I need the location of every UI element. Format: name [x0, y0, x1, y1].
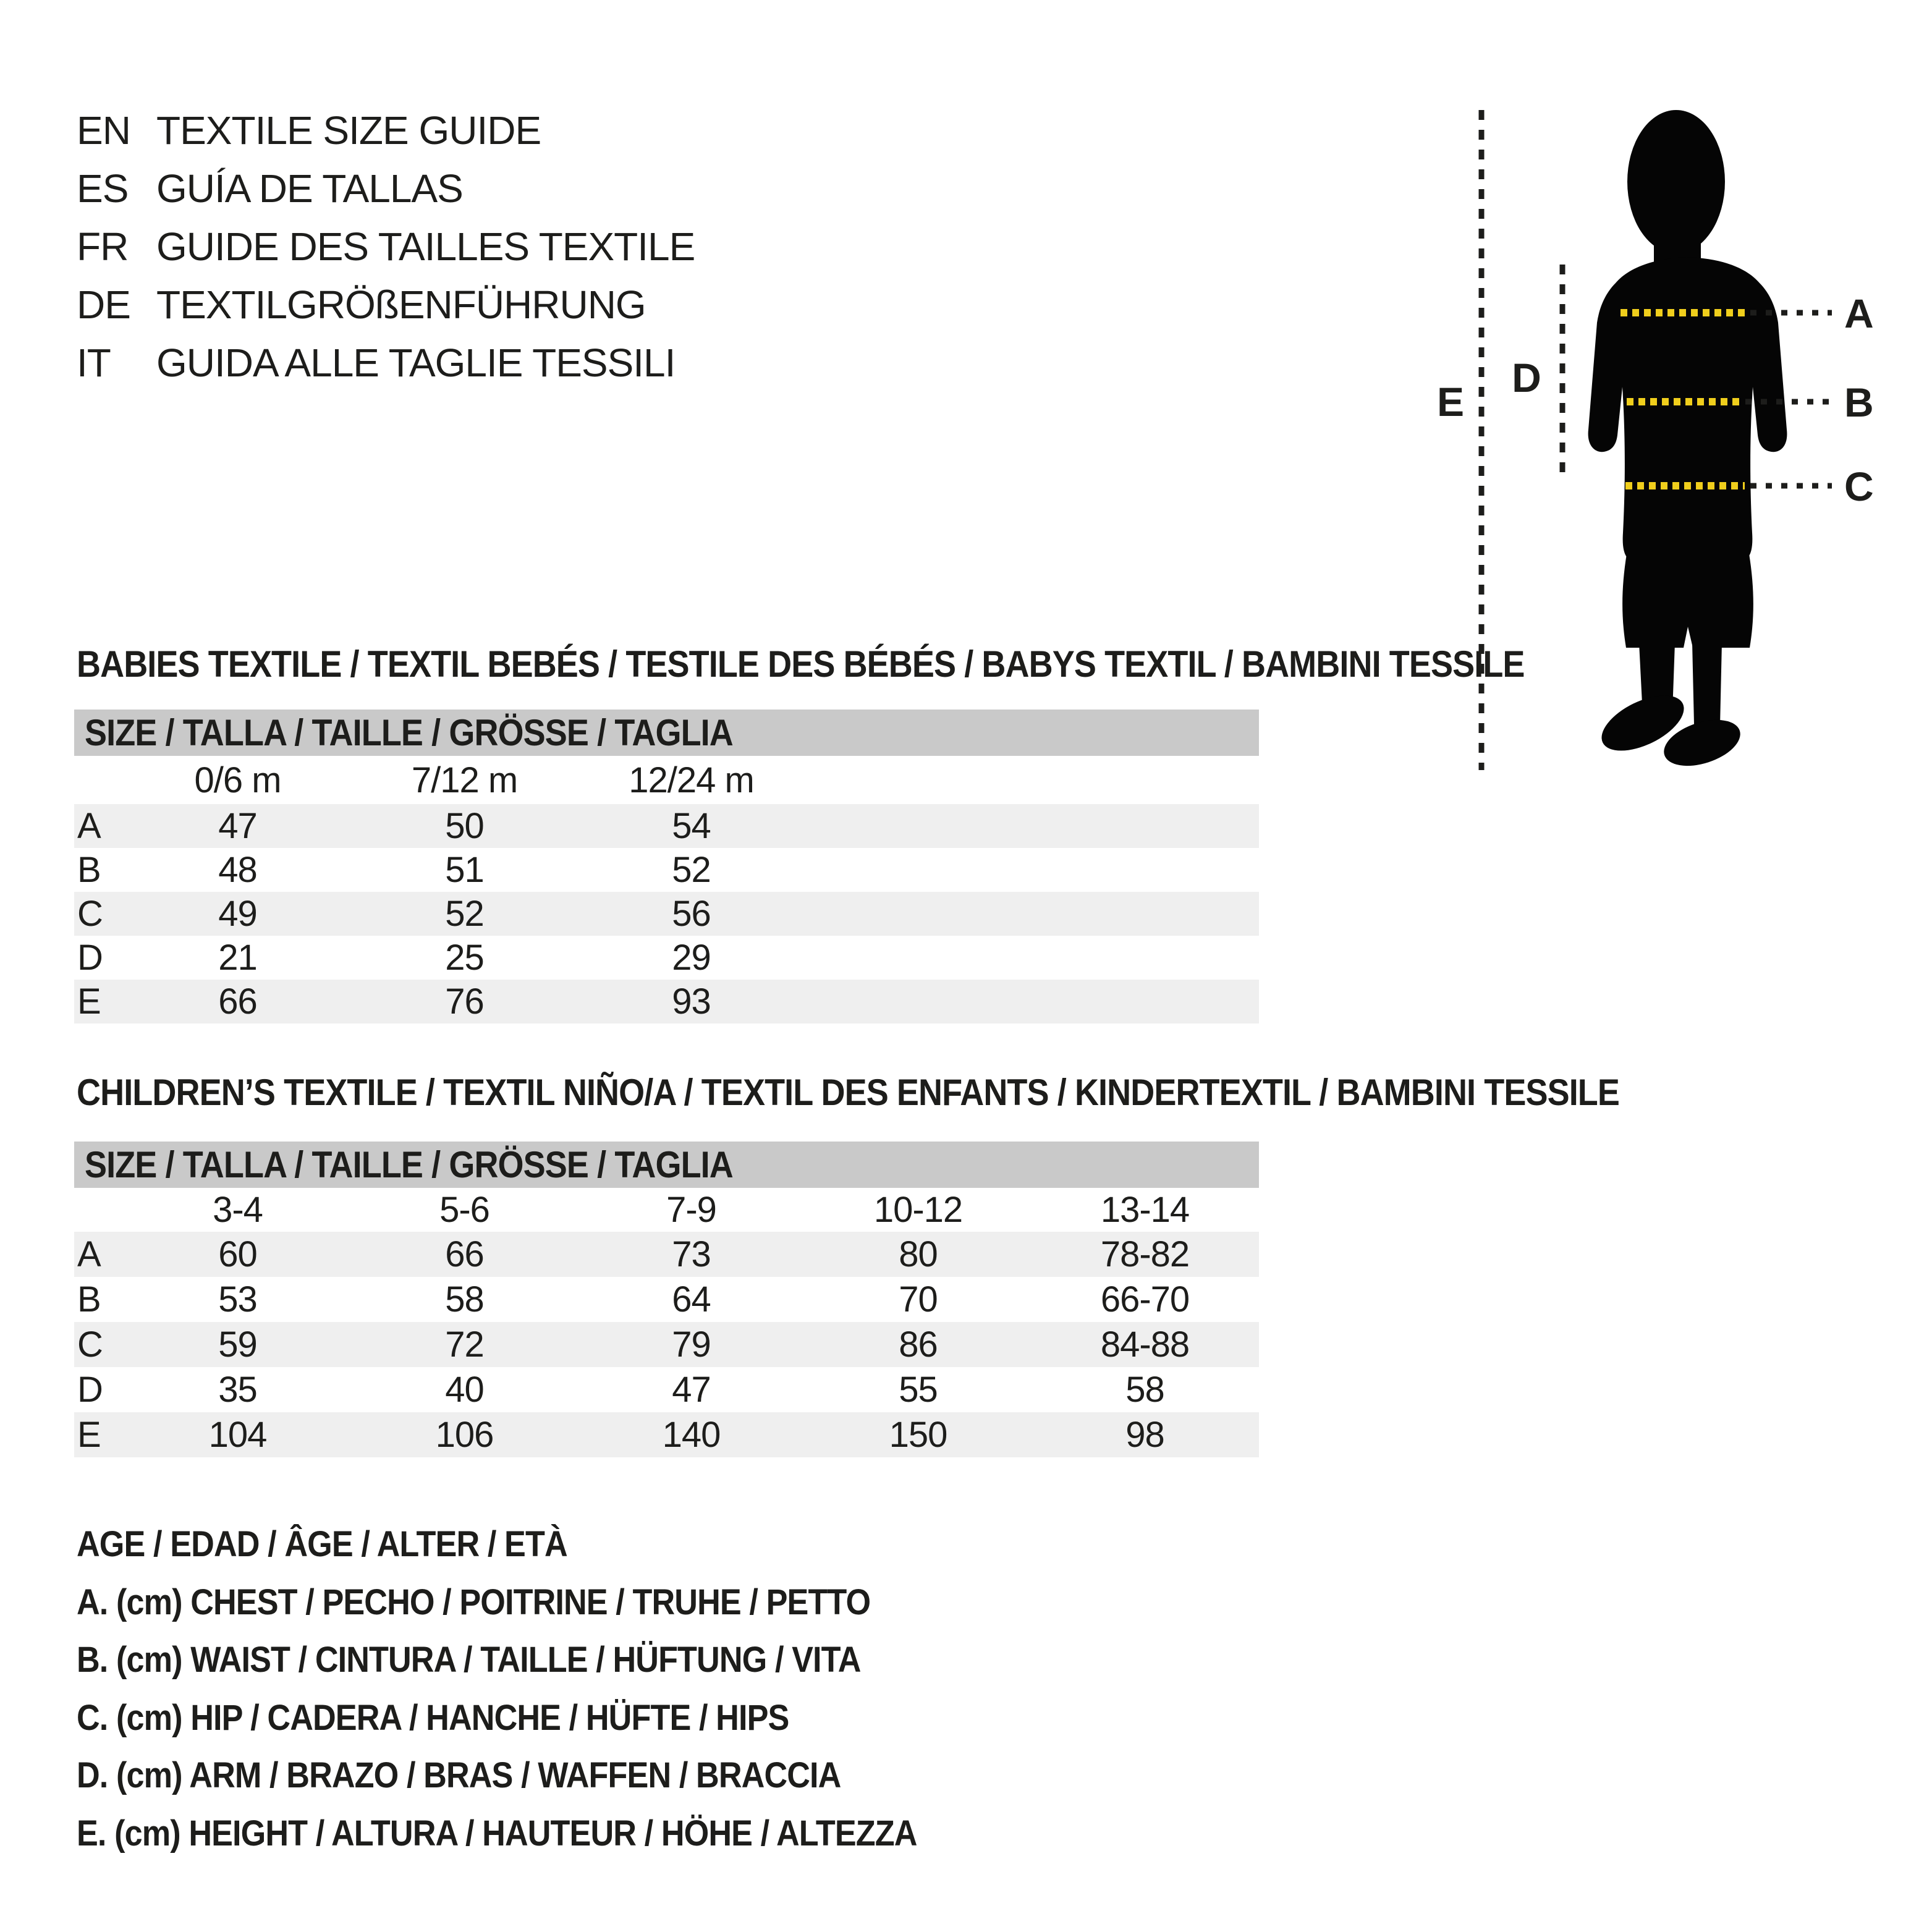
babies-col-12-24m: 12/24 m [629, 760, 754, 800]
measurement-legend [77, 1515, 1010, 1862]
babies-col-0-6m: 0/6 m [194, 760, 281, 800]
cell: 59 [218, 1324, 257, 1365]
cell: 56 [672, 894, 711, 934]
children-col-7-9: 7-9 [666, 1190, 716, 1230]
row-label: C [77, 894, 103, 934]
children-col-3-4: 3-4 [213, 1190, 263, 1230]
height-e-label: E [1437, 379, 1465, 425]
lang-title: TEXTILGRÖßENFÜHRUNG [156, 282, 646, 327]
babies-row-d [74, 936, 1259, 980]
cell: 72 [445, 1324, 484, 1365]
cell: 70 [899, 1279, 938, 1320]
cell: 48 [218, 850, 257, 890]
legend-line-height: E. (cm) HEIGHT / ALTURA / HAUTEUR / HÖHE / ALTEZZA [77, 1813, 917, 1854]
row-label: A [77, 1234, 101, 1274]
babies-row-c [74, 892, 1259, 936]
lang-row-de [77, 276, 695, 334]
cell: 55 [899, 1370, 938, 1410]
cell: 140 [662, 1415, 721, 1455]
row-label: D [77, 938, 103, 978]
hip-c-label: C [1844, 464, 1874, 509]
babies-size-table [74, 710, 1259, 1023]
children-size-header-text: SIZE / TALLA / TAILLE / GRÖSSE / TAGLIA [85, 1144, 733, 1185]
cell: 80 [899, 1234, 938, 1274]
lang-code: ES [77, 166, 129, 211]
cell: 66 [218, 981, 257, 1022]
row-label: B [77, 1279, 101, 1320]
lang-row-es [77, 159, 695, 218]
lang-code: DE [77, 282, 130, 327]
legend-line-arm: D. (cm) ARM / BRAZO / BRAS / WAFFEN / BRACCIA [77, 1755, 841, 1795]
measurement-diagram [1409, 99, 1932, 797]
cell: 79 [672, 1324, 711, 1365]
cell: 106 [435, 1415, 494, 1455]
cell: 66 [445, 1234, 484, 1274]
row-label: E [77, 981, 101, 1022]
cell: 25 [445, 938, 484, 978]
cell: 66-70 [1100, 1279, 1190, 1320]
legend-line-age: AGE / EDAD / ÂGE / ALTER / ETÀ [77, 1524, 567, 1564]
cell: 53 [218, 1279, 257, 1320]
children-col-10-12: 10-12 [873, 1190, 963, 1230]
babies-size-header-text: SIZE / TALLA / TAILLE / GRÖSSE / TAGLIA [85, 712, 733, 753]
lang-title: TEXTILE SIZE GUIDE [156, 108, 541, 153]
row-label: B [77, 850, 101, 890]
children-row-e [74, 1412, 1259, 1457]
row-label: D [77, 1370, 103, 1410]
cell: 21 [218, 938, 257, 978]
children-section-title: CHILDREN’S TEXTILE / TEXTIL NIÑO/A / TEXTIL DES ENFANTS / KINDERTEXTIL / BAMBINI TESSILE [77, 1072, 1620, 1113]
lang-row-fr [77, 218, 695, 276]
cell: 58 [445, 1279, 484, 1320]
lang-code: FR [77, 224, 129, 269]
cell: 47 [672, 1370, 711, 1410]
children-row-a [74, 1232, 1259, 1277]
children-col-13-14: 13-14 [1100, 1190, 1190, 1230]
lang-code: IT [77, 341, 111, 385]
cell: 78-82 [1100, 1234, 1190, 1274]
cell: 58 [1125, 1370, 1164, 1410]
lang-row-it [77, 334, 695, 392]
lang-title: GUIDE DES TAILLES TEXTILE [156, 224, 695, 269]
cell: 50 [445, 806, 484, 846]
children-col-5-6: 5-6 [439, 1190, 489, 1230]
cell: 84-88 [1100, 1324, 1190, 1365]
waist-b-label: B [1844, 379, 1874, 425]
children-column-header-row [74, 1188, 1259, 1232]
children-size-table [74, 1142, 1259, 1457]
legend-line-waist: B. (cm) WAIST / CINTURA / TAILLE / HÜFTUNG / VITA [77, 1640, 861, 1680]
chest-a-label: A [1844, 290, 1874, 336]
cell: 52 [445, 894, 484, 934]
cell: 93 [672, 981, 711, 1022]
cell: 54 [672, 806, 711, 846]
cell: 86 [899, 1324, 938, 1365]
cell: 64 [672, 1279, 711, 1320]
cell: 40 [445, 1370, 484, 1410]
babies-row-b [74, 848, 1259, 892]
children-row-c [74, 1322, 1259, 1367]
lang-code: EN [77, 108, 130, 153]
babies-column-header-row [74, 756, 1259, 804]
cell: 98 [1125, 1415, 1164, 1455]
row-label: A [77, 806, 101, 846]
legend-line-chest: A. (cm) CHEST / PECHO / POITRINE / TRUHE / PETTO [77, 1582, 871, 1622]
children-row-d [74, 1367, 1259, 1412]
lang-row-en [77, 101, 695, 159]
babies-section-title: BABIES TEXTILE / TEXTIL BEBÉS / TESTILE DES BÉBÉS / BABYS TEXTIL / BAMBINI TESSILE [77, 643, 1525, 685]
row-label: E [77, 1415, 101, 1455]
cell: 150 [889, 1415, 947, 1455]
babies-row-e [74, 980, 1259, 1023]
babies-row-a [74, 804, 1259, 848]
children-row-b [74, 1277, 1259, 1322]
lang-title: GUIDA ALLE TAGLIE TESSILI [156, 341, 676, 385]
children-size-header-bar [74, 1142, 1259, 1188]
cell: 104 [208, 1415, 267, 1455]
cell: 52 [672, 850, 711, 890]
cell: 49 [218, 894, 257, 934]
cell: 60 [218, 1234, 257, 1274]
language-title-list [77, 101, 695, 392]
cell: 47 [218, 806, 257, 846]
lang-title: GUÍA DE TALLAS [156, 166, 463, 211]
row-label: C [77, 1324, 103, 1365]
cell: 51 [445, 850, 484, 890]
babies-col-7-12m: 7/12 m [411, 760, 518, 800]
babies-size-header-bar [74, 710, 1259, 756]
arm-d-label: D [1512, 355, 1541, 400]
legend-line-hip: C. (cm) HIP / CADERA / HANCHE / HÜFTE / HIPS [77, 1697, 789, 1738]
cell: 29 [672, 938, 711, 978]
cell: 35 [218, 1370, 257, 1410]
cell: 76 [445, 981, 484, 1022]
cell: 73 [672, 1234, 711, 1274]
